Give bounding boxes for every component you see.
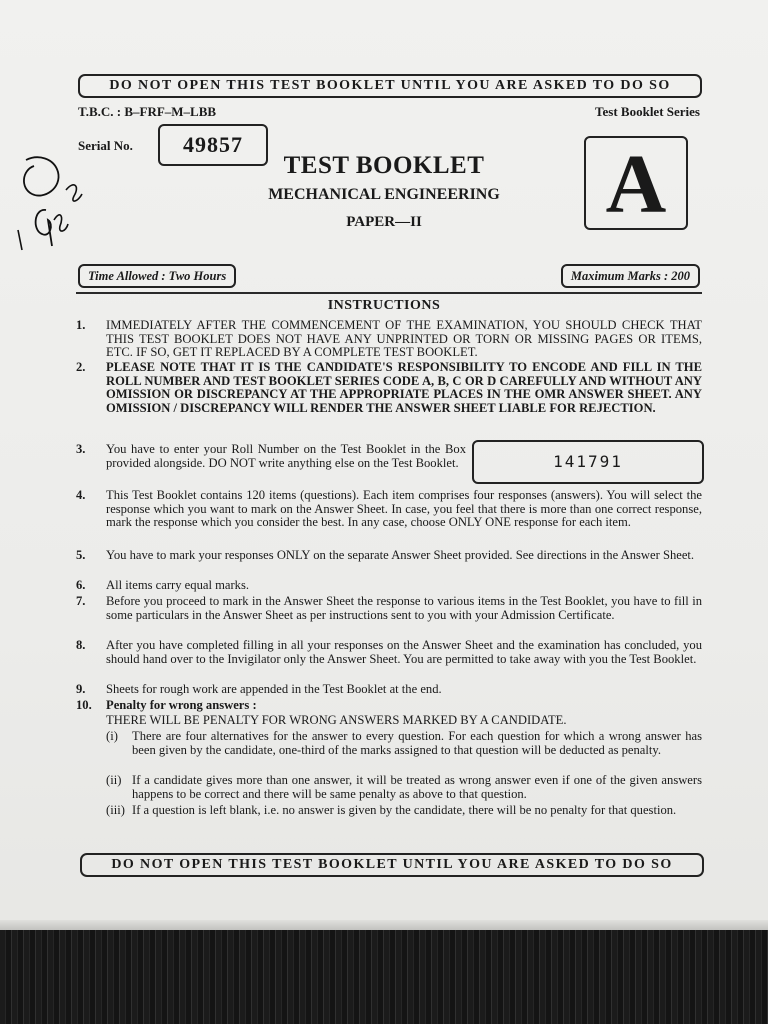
item-text: Penalty for wrong answers : xyxy=(106,698,257,712)
penalty-text: There are four alternatives for the answer to every question. For each question for which a wrong answer has been given by the candidate, one-third of the marks assigned to that question will be deducted as penalty. xyxy=(132,729,702,757)
item-text: Sheets for rough work are appended in the Test Booklet at the end. xyxy=(106,682,442,696)
serial-label: Serial No. xyxy=(78,138,133,153)
page-title: TEST BOOKLET xyxy=(283,152,485,179)
instructions-heading: INSTRUCTIONS xyxy=(327,298,441,313)
bottom-warning-text: DO NOT OPEN THIS TEST BOOKLET UNTIL YOU ARE ASKED TO DO SO xyxy=(111,857,673,872)
penalty-item xyxy=(76,804,702,834)
item-number: 1. xyxy=(76,318,86,332)
item-text: IMMEDIATELY AFTER THE COMMENCEMENT OF THE EXAMINATION, YOU SHOULD CHECK THAT THIS TEST BOOKLET DOES NOT HAVE ANY UNPRINTED OR TORN OR MISSING PAGES OR ITEMS, ETC. IF SO, GET IT REPLACED BY A COMPLETE TEST BOOKLET. xyxy=(106,318,702,360)
penalty-number: (i) xyxy=(106,729,118,743)
serial-number: 49857 xyxy=(158,124,268,166)
penalty-heading: THERE WILL BE PENALTY FOR WRONG ANSWERS MARKED BY A CANDIDATE. xyxy=(106,713,567,727)
instruction-item xyxy=(76,683,702,699)
item-text: Before you proceed to mark in the Answer Sheet the response to various items in the Test Booklet, you have to fill in some particulars in the Answer Sheet as per instructions sent to you with your Admission Certificate. xyxy=(106,594,702,622)
penalty-number: (iii) xyxy=(106,803,125,817)
penalty-text: If a question is left blank, i.e. no answer is given by the candidate, there will be no penalty for that question. xyxy=(132,803,677,817)
item-number: 5. xyxy=(76,548,86,562)
instruction-item xyxy=(76,489,702,549)
instruction-item xyxy=(76,639,702,683)
top-warning-banner xyxy=(78,74,702,98)
instructions-list xyxy=(76,319,702,834)
maximum-marks: Maximum Marks : 200 xyxy=(561,264,700,288)
subject-title: MECHANICAL ENGINEERING xyxy=(268,186,500,203)
handwritten-signature xyxy=(8,150,88,260)
penalty-number: (ii) xyxy=(106,773,122,787)
instruction-item xyxy=(76,579,702,595)
item-number: 9. xyxy=(76,682,86,696)
item-text: You have to enter your Roll Number on the Test Booklet in the Box provided alongside. DO NOT write anything else on the Test Booklet. xyxy=(106,442,466,470)
item-number: 4. xyxy=(76,488,86,502)
instruction-item xyxy=(76,595,702,639)
item-text: PLEASE NOTE THAT IT IS THE CANDIDATE'S RESPONSIBILITY TO ENCODE AND FILL IN THE ROLL NUMBER AND TEST BOOKLET SERIES CODE A, B, C OR D CAREFULLY AND WITHOUT ANY OMISSION OR DISCREPANCY AT THE APPROPRIATE PLACES IN THE OMR ANSWER SHEET. ANY OMISSION / DISCREPANCY WILL RENDER THE ANSWER SHEET LIABLE FOR REJECTION. xyxy=(106,360,702,415)
penalty-text: If a candidate gives more than one answer, it will be treated as wrong answer even if one of the given answers happens to be correct and there will be same penalty as above to that question. xyxy=(132,773,702,801)
instruction-item xyxy=(76,319,702,361)
series-code-box: A xyxy=(584,136,688,230)
instruction-item xyxy=(76,549,702,579)
instruction-item xyxy=(76,443,466,489)
roll-number-box: 141791 xyxy=(472,440,704,484)
time-allowed: Time Allowed : Two Hours xyxy=(78,264,236,288)
item-number: 2. xyxy=(76,360,86,374)
penalty-item xyxy=(76,774,702,804)
instruction-item xyxy=(76,361,702,443)
top-warning-text: DO NOT OPEN THIS TEST BOOKLET UNTIL YOU ARE ASKED TO DO SO xyxy=(109,78,671,93)
item-text: This Test Booklet contains 120 items (questions). Each item comprises four responses (answers). You will select the response which you want to mark on the Answer Sheet. In case, you feel that there is more than one correct response, mark the response which you consider the best. In any case, choose ONLY ONE response for each item. xyxy=(106,488,702,530)
instruction-item xyxy=(76,699,702,714)
item-number: 10. xyxy=(76,698,92,712)
item-text: After you have completed filling in all your responses on the Answer Sheet and the examination has concluded, you should hand over to the Invigilator only the Answer Sheet. You are permitted to take away with you the Test Booklet. xyxy=(106,638,702,666)
booklet-series-label: Test Booklet Series xyxy=(595,104,700,119)
trc-code: T.B.C. : B–FRF–M–LBB xyxy=(78,104,217,119)
scanner-dark-strip xyxy=(0,930,768,1024)
item-number: 7. xyxy=(76,594,86,608)
item-number: 8. xyxy=(76,638,86,652)
penalty-item xyxy=(76,730,702,774)
item-number: 6. xyxy=(76,578,86,592)
divider xyxy=(76,292,702,294)
item-text: You have to mark your responses ONLY on the separate Answer Sheet provided. See directions in the Answer Sheet. xyxy=(106,548,695,562)
item-text: All items carry equal marks. xyxy=(106,578,250,592)
item-number: 3. xyxy=(76,442,86,456)
paper-title: PAPER—II xyxy=(346,214,422,230)
bottom-warning-banner xyxy=(80,853,704,877)
